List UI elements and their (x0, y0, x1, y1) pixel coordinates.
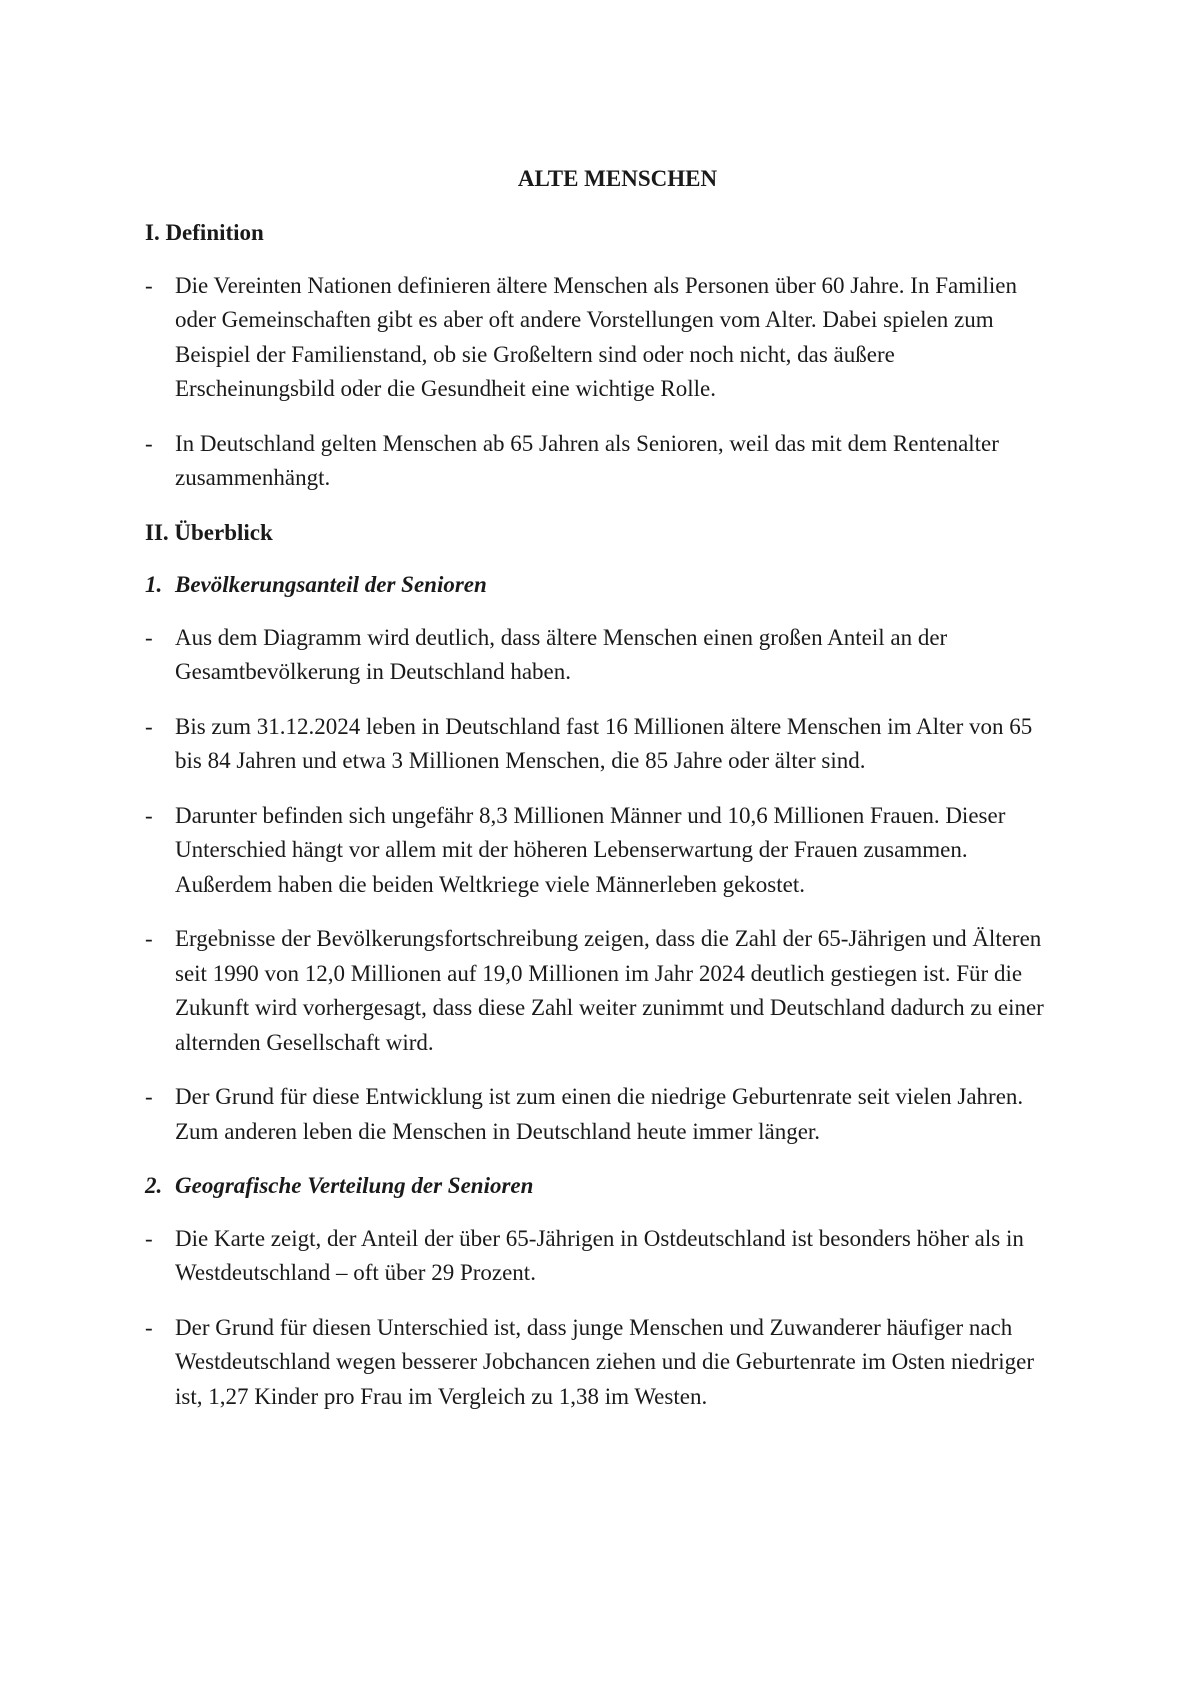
bullet-text: Der Grund für diesen Unterschied ist, dass junge Menschen und Zuwanderer häufiger nach Westdeutschland wegen besserer Jobchancen ziehen und die Geburtenrate im Osten niedriger ist, 1,27 Kinder pro Frau im Vergleich zu 1,38 im Westen. (175, 1314, 1035, 1409)
bullet-dash: - (145, 272, 153, 298)
bullet-dash: - (145, 624, 153, 650)
document-title: ALTE MENSCHEN (517, 166, 718, 191)
geographic-distribution-bullet-list (145, 1222, 1060, 1415)
bullet-text: Aus dem Diagramm wird deutlich, dass ältere Menschen einen großen Anteil an der Gesamtbevölkerung in Deutschland haben. (175, 624, 948, 684)
bullet-text: Der Grund für diese Entwicklung ist zum einen die niedrige Geburtenrate seit vielen Jahren. Zum anderen leben die Menschen in Deutschland heute immer länger. (175, 1084, 1024, 1144)
bullet-text: Die Karte zeigt, der Anteil der über 65-Jährigen in Ostdeutschland ist besonders höher als in Westdeutschland – oft über 29 Prozent. (175, 1225, 1024, 1285)
bullet-dash: - (145, 1084, 153, 1109)
list-item (145, 621, 1060, 690)
subsection-title: Bevölkerungsanteil der Senioren (175, 572, 487, 597)
section-heading-definition: I. Definition (145, 220, 264, 245)
list-item (145, 799, 1060, 903)
bullet-text: Ergebnisse der Bevölkerungsfortschreibung zeigen, dass die Zahl der 65-Jährigen und Älteren seit 1990 von 12,0 Millionen auf 19,0 Millionen im Jahr 2024 deutlich gestiegen ist. Für die Zukunft wird vorhergesagt, dass diese Zahl weiter zunimmt und Deutschland dadurch zu einer alternden Gesellschaft wird. (175, 926, 1044, 1055)
bullet-dash: - (145, 713, 153, 739)
list-item (145, 710, 1060, 779)
bullet-dash: - (145, 926, 153, 951)
definition-bullet-list (145, 269, 1060, 496)
subsection-number: 1. (145, 572, 163, 597)
bullet-text: In Deutschland gelten Menschen ab 65 Jahren als Senioren, weil das mit dem Rentenalter zusammenhängt. (175, 430, 999, 490)
subsection-heading-geographic-distribution (145, 1169, 1060, 1204)
list-item (145, 427, 1060, 496)
subsection-number: 2. (145, 1173, 163, 1198)
bullet-text: Darunter befinden sich ungefähr 8,3 Millionen Männer und 10,6 Millionen Frauen. Dieser Unterschied hängt vor allem mit der höheren Lebenserwartung der Frauen zusammen. Außerdem haben die beiden Weltkriege viele Männerleben gekostet. (175, 802, 1006, 897)
list-item (145, 1222, 1060, 1291)
list-item (145, 1311, 1060, 1415)
bullet-text: Bis zum 31.12.2024 leben in Deutschland fast 16 Millionen ältere Menschen im Alter von 65 bis 84 Jahren und etwa 3 Millionen Menschen, die 85 Jahre oder älter sind. (175, 713, 1033, 773)
bullet-dash: - (145, 1225, 153, 1251)
bullet-dash: - (145, 430, 153, 456)
subsection-title: Geografische Verteilung der Senioren (175, 1173, 534, 1198)
population-share-bullet-list (145, 621, 1060, 1150)
bullet-text: Die Vereinten Nationen definieren ältere Menschen als Personen über 60 Jahre. In Familien oder Gemeinschaften gibt es aber oft andere Vorstellungen vom Alter. Dabei spielen zum Beispiel der Familienstand, ob sie Großeltern sind oder noch nicht, das äußere Erscheinungsbild oder die Gesundheit eine wichtige Rolle. (175, 272, 1017, 401)
subsection-heading-population-share (145, 568, 1060, 603)
list-item (145, 1080, 1060, 1149)
list-item (145, 922, 1060, 1060)
list-item (145, 269, 1060, 407)
bullet-dash: - (145, 1314, 153, 1340)
section-heading-overview: II. Überblick (145, 519, 273, 545)
bullet-dash: - (145, 802, 153, 828)
